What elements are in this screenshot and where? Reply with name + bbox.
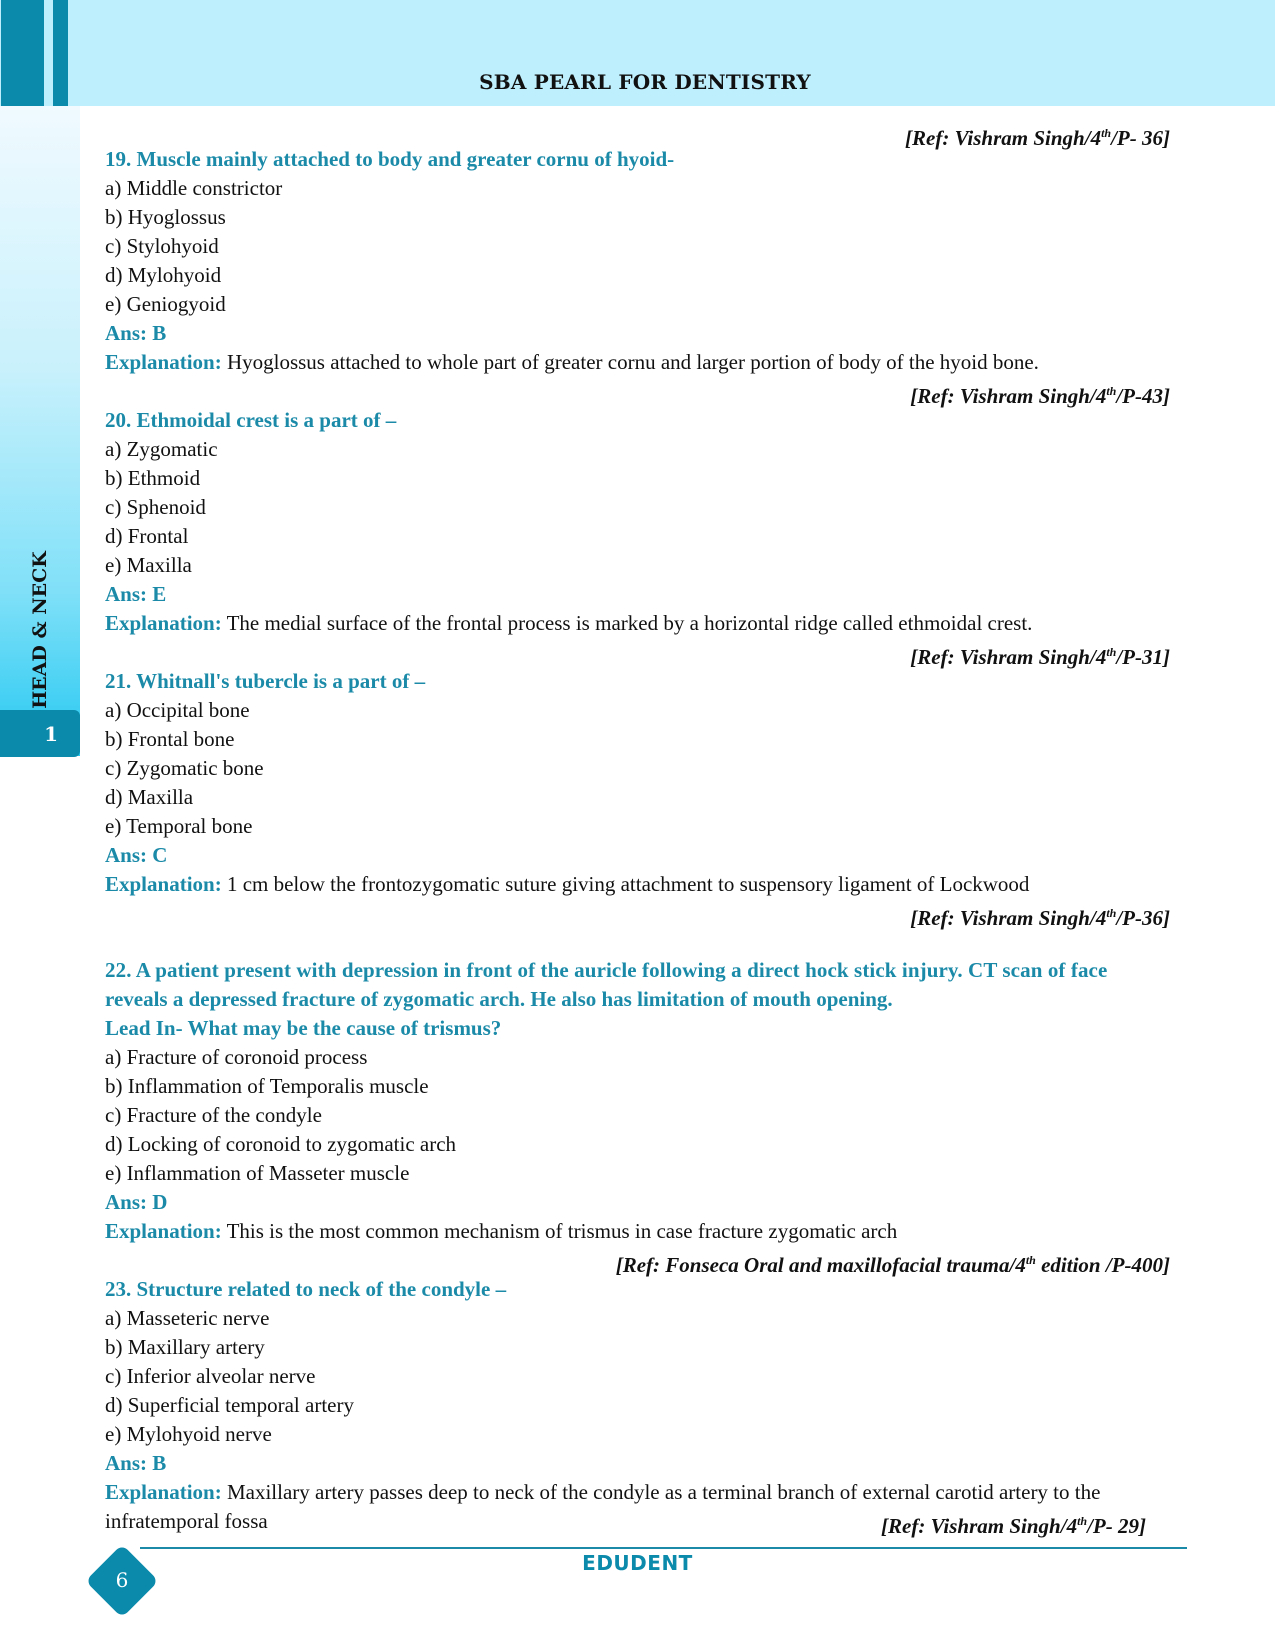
explanation: Explanation: This is the most common mechanism of trismus in case fracture zygomatic arch xyxy=(105,1219,898,1243)
section-label: HEAD & NECK xyxy=(29,551,51,709)
option: a) Occipital bone xyxy=(105,698,250,722)
question-title: 19. Muscle mainly attached to body and greater cornu of hyoid- xyxy=(105,147,675,171)
chapter-number: 1 xyxy=(44,721,58,746)
explanation: Explanation: 1 cm below the frontozygomatic suture giving attachment to suspensory ligament of Lockwood xyxy=(105,872,1030,896)
option: d) Frontal xyxy=(105,524,189,548)
lead-in: Lead In- What may be the cause of trismus? xyxy=(105,1016,502,1040)
answer: Ans: E xyxy=(105,582,167,606)
option: b) Inflammation of Temporalis muscle xyxy=(105,1074,429,1098)
question-title-continued: reveals a depressed fracture of zygomatic arch. He also has limitation of mouth opening. xyxy=(105,987,893,1011)
explanation: Explanation: Maxillary artery passes deep to neck of the condyle as a terminal branch of external carotid artery to the xyxy=(105,1480,1101,1504)
question-title: 21. Whitnall's tubercle is a part of – xyxy=(105,669,426,693)
answer: Ans: D xyxy=(105,1190,168,1214)
reference: [Ref: Vishram Singh/4th/P-36] xyxy=(910,906,1170,930)
option: b) Maxillary artery xyxy=(105,1335,265,1359)
option: b) Frontal bone xyxy=(105,727,235,751)
publisher-logo: EDUDENT xyxy=(582,1551,693,1575)
option: c) Stylohyoid xyxy=(105,234,219,258)
reference: [Ref: Vishram Singh/4th/P- 29] xyxy=(881,1514,1146,1538)
chapter-tab xyxy=(0,710,80,757)
option: a) Masseteric nerve xyxy=(105,1306,270,1330)
answer: Ans: C xyxy=(105,843,168,867)
option: a) Zygomatic xyxy=(105,437,218,461)
option: d) Mylohyoid xyxy=(105,263,222,287)
question-title: 23. Structure related to neck of the condyle – xyxy=(105,1277,507,1301)
explanation-continued: infratemporal fossa xyxy=(105,1509,268,1533)
option: c) Fracture of the condyle xyxy=(105,1103,322,1127)
option: d) Locking of coronoid to zygomatic arch xyxy=(105,1132,457,1156)
page-number: 6 xyxy=(115,1568,129,1592)
explanation: Explanation: The medial surface of the frontal process is marked by a horizontal ridge called ethmoidal crest. xyxy=(105,611,1033,635)
option: a) Fracture of coronoid process xyxy=(105,1045,368,1069)
option: e) Inflammation of Masseter muscle xyxy=(105,1161,410,1185)
footer-divider xyxy=(140,1547,1187,1549)
option: c) Inferior alveolar nerve xyxy=(105,1364,316,1388)
reference: [Ref: Fonseca Oral and maxillofacial trauma/4th edition /P-400] xyxy=(615,1253,1170,1277)
option: e) Temporal bone xyxy=(105,814,253,838)
reference: [Ref: Vishram Singh/4th/P-31] xyxy=(910,645,1170,669)
option: c) Sphenoid xyxy=(105,495,206,519)
option: d) Maxilla xyxy=(105,785,194,809)
explanation: Explanation: Hyoglossus attached to whole part of greater cornu and larger portion of body of the hyoid bone. xyxy=(105,350,1039,374)
option: d) Superficial temporal artery xyxy=(105,1393,354,1417)
book-title: SBA PEARL FOR DENTISTRY xyxy=(479,70,811,94)
question-title: 20. Ethmoidal crest is a part of – xyxy=(105,408,397,432)
option: a) Middle constrictor xyxy=(105,176,283,200)
option: b) Hyoglossus xyxy=(105,205,226,229)
reference: [Ref: Vishram Singh/4th/P- 36] xyxy=(905,126,1170,150)
option: e) Mylohyoid nerve xyxy=(105,1422,272,1446)
option: c) Zygomatic bone xyxy=(105,756,264,780)
option: b) Ethmoid xyxy=(105,466,201,490)
option: e) Maxilla xyxy=(105,553,192,577)
option: e) Geniogyoid xyxy=(105,292,226,316)
question-title: 22. A patient present with depression in front of the auricle following a direct hock stick injury. CT scan of face xyxy=(105,958,1108,982)
answer: Ans: B xyxy=(105,321,167,345)
reference: [Ref: Vishram Singh/4th/P-43] xyxy=(910,384,1170,408)
answer: Ans: B xyxy=(105,1451,167,1475)
